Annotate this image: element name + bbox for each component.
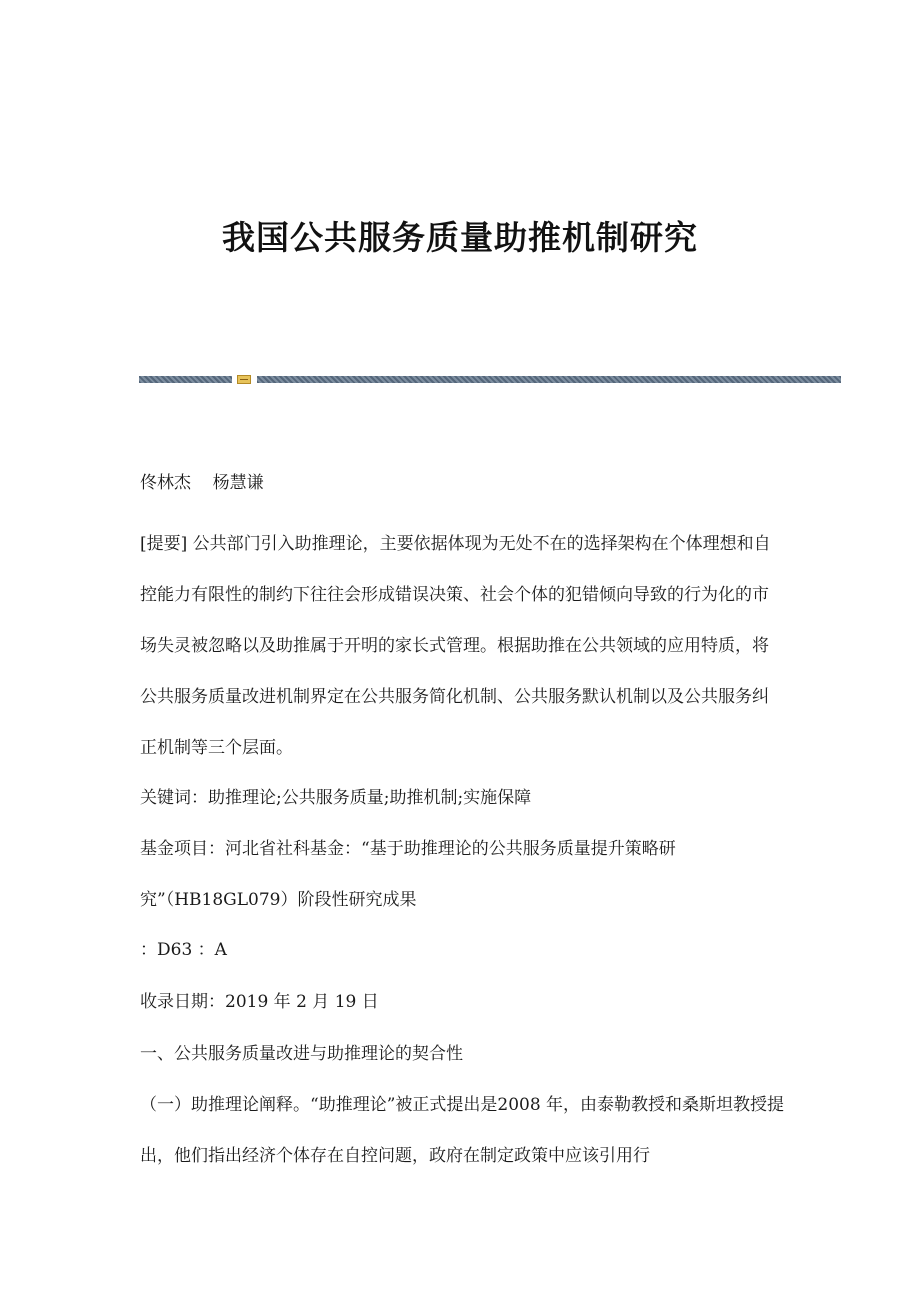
fund-info: 基金项目：河北省社科基金：“基于助推理论的公共服务质量提升策略研究”（HB18GL079）阶段性研究成果 [140, 839, 676, 910]
document-body [140, 467, 785, 1182]
page-title: 我国公共服务质量助推机制研究 [222, 218, 698, 257]
authors: 佟林杰 杨慧谦 [140, 473, 264, 493]
received-date: 收录日期：2019 年 2 月 19 日 [140, 992, 379, 1012]
keywords: 关键词：助推理论;公共服务质量;助推机制;实施保障 [140, 788, 532, 808]
classification-code: ：D63 ：A [140, 940, 227, 960]
section-heading: 一、公共服务质量改进与助推理论的契合性 [140, 1044, 463, 1064]
divider-bar-right [257, 376, 841, 383]
abstract-paragraph: [提要] 公共部门引入助推理论，主要依据体现为无处不在的选择架构在个体理想和自控能力有限性的制约下往往会形成错误决策、社会个体的犯错倾向导致的行为化的市场失灵被忽略以及助推属于开明的家长式管理。根据助推在公共领域的应用特质，将公共服务质量改进机制界定在公共服务简化机制、公共服务默认机制以及公共服务纠正机制等三个层面。 [140, 534, 771, 758]
divider-bar-left [139, 376, 232, 383]
title-divider [139, 375, 841, 384]
divider-ornament-icon [237, 375, 251, 384]
body-paragraph: （一）助推理论阐释。“助推理论”被正式提出是2008 年，由泰勒教授和桑斯坦教授提出，他们指出经济个体存在自控问题，政府在制定政策中应该引用行 [140, 1095, 785, 1166]
